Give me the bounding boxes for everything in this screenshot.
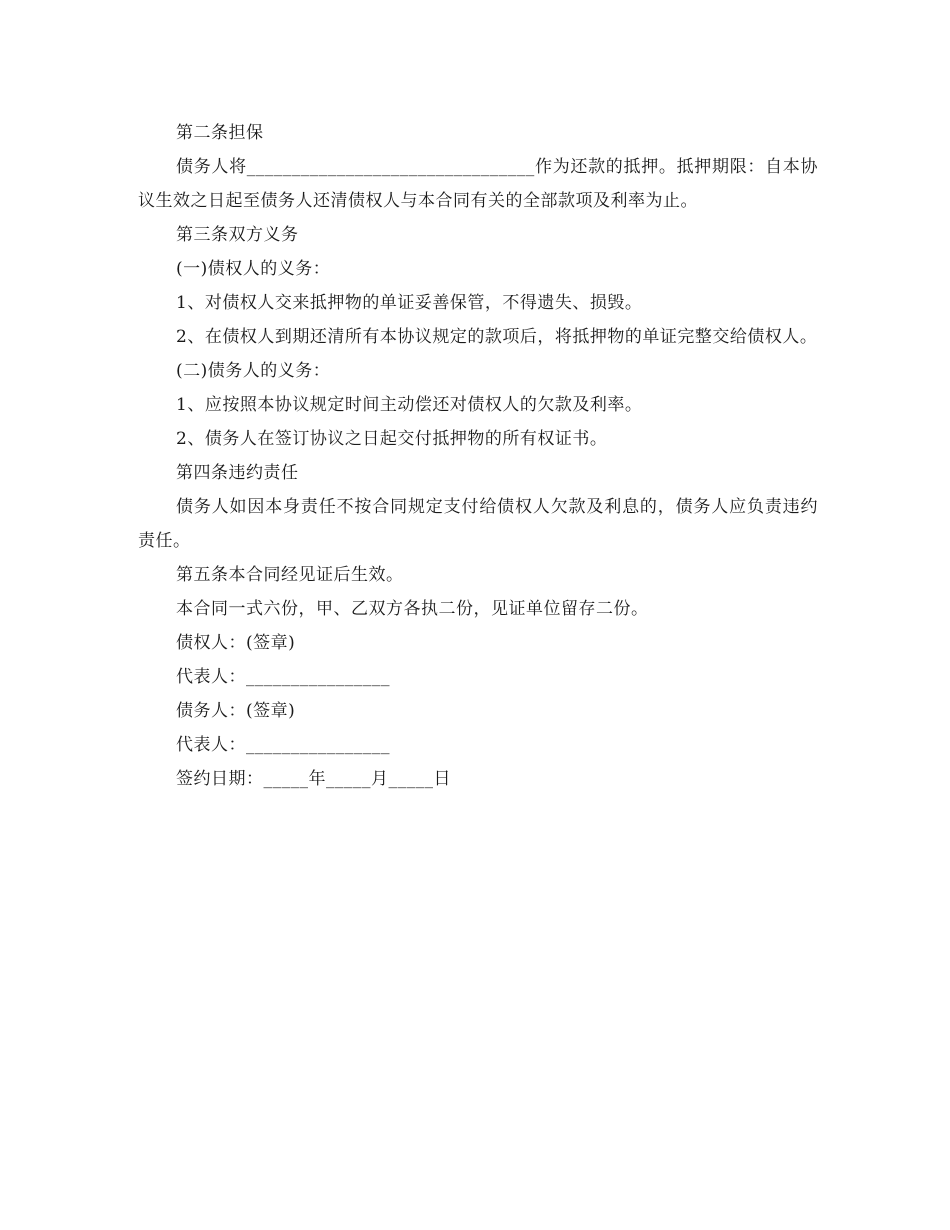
copies-clause: 本合同一式六份，甲、乙双方各执二份，见证单位留存二份。 bbox=[176, 599, 649, 619]
signing-date-line: 签约日期：_____年_____月_____日 bbox=[176, 769, 451, 789]
article-3-heading: 第三条双方义务 bbox=[176, 225, 299, 245]
debtor-duty-1: 1、应按照本协议规定时间主动偿还对债权人的欠款及利率。 bbox=[176, 395, 643, 415]
article-2-heading: 第二条担保 bbox=[176, 123, 264, 143]
article-2-collateral-clause: 债务人将________________________________作为还款的抵押。抵押期限：自本协议生效之日起至债务人还清债权人与本合同有关的全部款项及利率为止。 bbox=[138, 157, 818, 211]
debtor-representative-line: 代表人：________________ bbox=[176, 735, 390, 755]
article-4-liability-clause: 债务人如因本身责任不按合同规定支付给债权人欠款及利息的，债务人应负责违约责任。 bbox=[138, 497, 818, 551]
debtor-signature-line: 债务人：(签章) bbox=[176, 701, 296, 721]
creditor-duty-2: 2、在债权人到期还清所有本协议规定的款项后，将抵押物的单证完整交给债权人。 bbox=[176, 327, 818, 347]
debtor-duties-heading: (二)债务人的义务： bbox=[176, 361, 331, 381]
document-body bbox=[138, 116, 818, 796]
article-5-heading: 第五条本合同经见证后生效。 bbox=[176, 565, 404, 585]
creditor-signature-line: 债权人：(签章) bbox=[176, 633, 296, 653]
creditor-duty-1: 1、对债权人交来抵押物的单证妥善保管，不得遗失、损毁。 bbox=[176, 293, 643, 313]
article-4-heading: 第四条违约责任 bbox=[176, 463, 299, 483]
debtor-duty-2: 2、债务人在签订协议之日起交付抵押物的所有权证书。 bbox=[176, 429, 608, 449]
creditor-duties-heading: (一)债权人的义务： bbox=[176, 259, 331, 279]
creditor-representative-line: 代表人：________________ bbox=[176, 667, 390, 687]
